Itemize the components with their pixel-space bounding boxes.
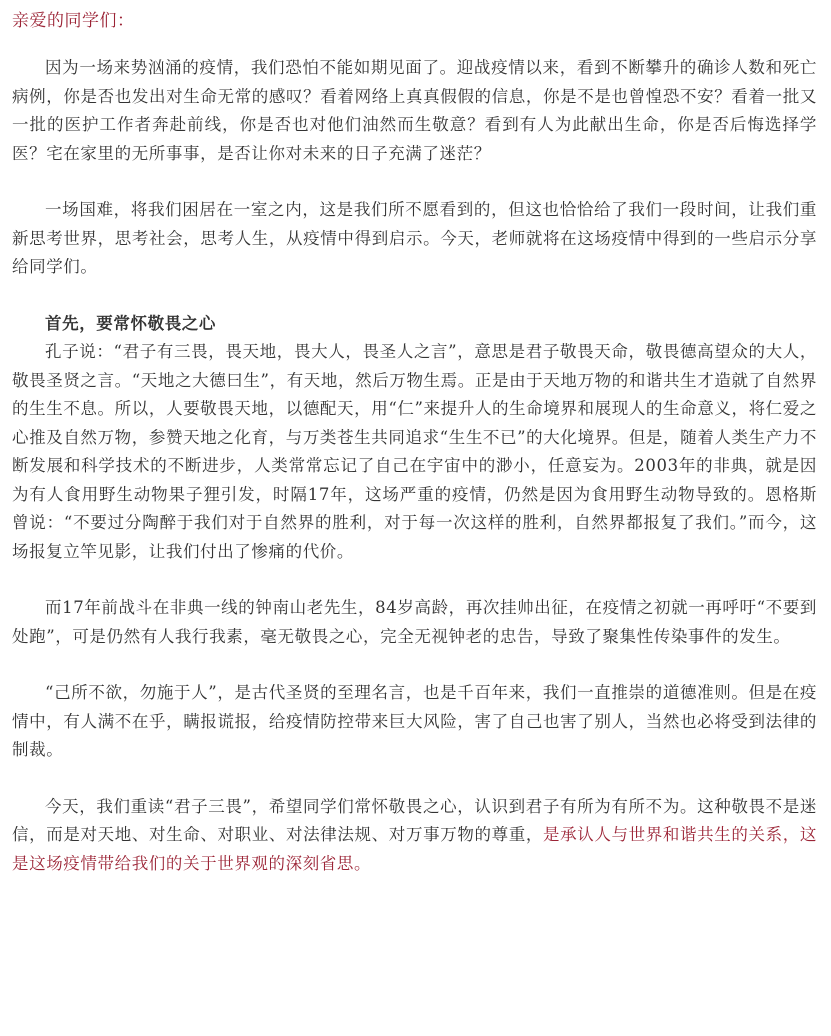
paragraph-1: 因为一场来势汹涌的疫情，我们恐怕不能如期见面了。迎战疫情以来，看到不断攀升的确诊人数和死亡病例，你是否也发出对生命无常的感叹？看着网络上真真假假的信息，你是不是也曾惶恐不安？看着一批又一批的医护工作者奔赴前线，你是否也对他们油然而生敬意？看到有人为此献出生命，你是否后悔选择学医？宅在家里的无所事事，是否让你对未来的日子充满了迷茫？ <box>12 58 817 163</box>
paragraph-5: “己所不欲，勿施于人”，是古代圣贤的至理名言，也是千百年来，我们一直推崇的道德准则。但是在疫情中，有人满不在乎，瞒报谎报，给疫情防控带来巨大风险，害了自己也害了别人，当然也必将受到法律的制裁。 <box>12 683 817 759</box>
paragraph-3: 孔子说：“君子有三畏，畏天地，畏大人，畏圣人之言”，意思是君子敬畏天命，敬畏德高望众的大人，敬畏圣贤之言。“天地之大德曰生”，有天地，然后万物生焉。正是由于天地万物的和谐共生才造就了自然界的生生不息。所以，人要敬畏天地，以德配天，用“仁”来提升人的生命境界和展现人的生命意义，将仁爱之心推及自然万物，参赞天地之化育，与万类苍生共同追求“生生不已”的大化境界。但是，随着人类生产力不断发展和科学技术的不断进步，人类常常忘记了自己在宇宙中的渺小，任意妄为。2003年的非典，就是因为有人食用野生动物果子狸引发，时隔17年，这场严重的疫情，仍然是因为食用野生动物导致的。恩格斯曾说：“不要过分陶醉于我们对于自然界的胜利，对于每一次这样的胜利，自然界都报复了我们。”而今，这场报复立竿见影，让我们付出了惨痛的代价。 <box>12 342 817 561</box>
paragraph-4: 而17年前战斗在非典一线的钟南山老先生，84岁高龄，再次挂帅出征，在疫情之初就一再呼吁“不要到处跑”，可是仍然有人我行我素，毫无敬畏之心，完全无视钟老的忠告，导致了聚集性传染事件的发生。 <box>12 598 817 646</box>
section-heading: 首先，要常怀敬畏之心 <box>45 313 216 333</box>
paragraph-6 <box>12 793 817 879</box>
paragraph-gap <box>12 282 817 310</box>
paragraph-6-highlight: 是承认人与世界和谐共生的关系，这是这场疫情带给我们的关于世界观的深刻省思。 <box>12 825 817 873</box>
paragraph-gap <box>12 765 817 793</box>
paragraph-gap <box>12 651 817 679</box>
paragraph-gap <box>12 566 817 594</box>
letter-greeting: 亲爱的同学们： <box>12 11 135 31</box>
paragraph-2: 一场国难，将我们困居在一室之内，这是我们所不愿看到的，但这也恰恰给了我们一段时间，让我们重新思考世界，思考社会，思考人生，从疫情中得到启示。今天，老师就将在这场疫情中得到的一些启示分享给同学们。 <box>12 200 817 276</box>
paragraph-6-text: 今天，我们重读“君子三畏”，希望同学们常怀敬畏之心，认识到君子有所为有所不为。这种敬畏不是迷信，而是对天地、对生命、对职业、对法律法规、对万事万物的尊重， <box>12 796 817 844</box>
paragraph-gap <box>12 168 817 196</box>
